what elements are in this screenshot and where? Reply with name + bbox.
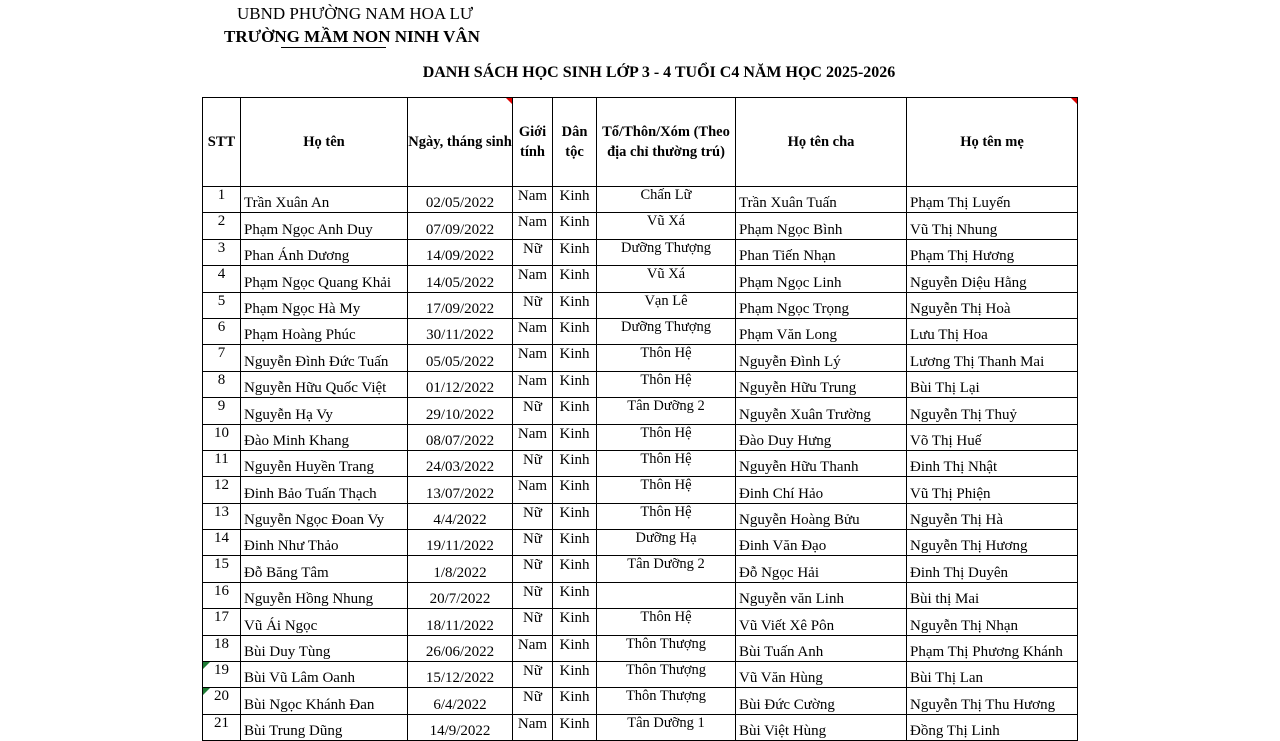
cell-birth-date[interactable]: 01/12/2022 [408, 371, 513, 397]
cell-father-name[interactable]: Nguyễn Hoàng Bửu [736, 503, 907, 529]
cell-father-name[interactable]: Phạm Ngọc Linh [736, 266, 907, 292]
table-row [203, 266, 1078, 292]
cell-stt[interactable]: 1 [203, 187, 241, 213]
cell-stt[interactable]: 17 [203, 609, 241, 635]
cell-ethnicity[interactable]: Kinh [553, 187, 597, 213]
cell-ethnicity[interactable]: Kinh [553, 318, 597, 344]
cell-student-name[interactable]: Phan Ánh Dương [241, 239, 408, 265]
cell-address[interactable]: Dưỡng Thượng [597, 318, 736, 344]
cell-student-name[interactable]: Đỗ Băng Tâm [241, 556, 408, 582]
cell-mother-name[interactable]: Nguyễn Thị Nhạn [907, 609, 1078, 635]
cell-stt[interactable]: 15 [203, 556, 241, 582]
table-row [203, 187, 1078, 213]
cell-stt[interactable]: 19 [203, 662, 241, 688]
cell-mother-name[interactable]: Nguyễn Thị Hà [907, 503, 1078, 529]
cell-stt[interactable]: 8 [203, 371, 241, 397]
cell-mother-name[interactable]: Bùi thị Mai [907, 582, 1078, 608]
cell-father-name[interactable]: Bùi Đức Cường [736, 688, 907, 714]
cell-ethnicity[interactable]: Kinh [553, 424, 597, 450]
comment-marker-icon[interactable] [1071, 98, 1077, 104]
cell-mother-name[interactable]: Lương Thị Thanh Mai [907, 345, 1078, 371]
cell-father-name[interactable]: Trần Xuân Tuấn [736, 187, 907, 213]
col-header-gioi-tinh[interactable]: Giới tính [513, 98, 553, 187]
cell-father-name[interactable]: Nguyễn Hữu Thanh [736, 450, 907, 476]
cell-birth-date[interactable]: 18/11/2022 [408, 609, 513, 635]
cell-student-name[interactable]: Đào Minh Khang [241, 424, 408, 450]
cell-gender[interactable]: Nam [513, 318, 553, 344]
table-row [203, 398, 1078, 424]
col-header-dia-chi[interactable]: Tổ/Thôn/Xóm (Theo địa chỉ thường trú) [597, 98, 736, 187]
cell-stt[interactable]: 20 [203, 688, 241, 714]
cell-mother-name[interactable]: Võ Thị Huế [907, 424, 1078, 450]
cell-mother-name[interactable]: Bùi Thị Lại [907, 371, 1078, 397]
cell-stt[interactable]: 4 [203, 266, 241, 292]
cell-ethnicity[interactable]: Kinh [553, 345, 597, 371]
cell-gender[interactable]: Nữ [513, 688, 553, 714]
cell-stt[interactable]: 10 [203, 424, 241, 450]
cell-gender[interactable]: Nam [513, 213, 553, 239]
cell-ethnicity[interactable]: Kinh [553, 609, 597, 635]
cell-mother-name[interactable]: Đồng Thị Linh [907, 714, 1078, 740]
cell-father-name[interactable]: Phạm Ngọc Trọng [736, 292, 907, 318]
cell-gender[interactable]: Nữ [513, 662, 553, 688]
cell-mother-name[interactable]: Nguyễn Thị Thu Hương [907, 688, 1078, 714]
cell-birth-date[interactable]: 1/8/2022 [408, 556, 513, 582]
cell-father-name[interactable]: Đỗ Ngọc Hải [736, 556, 907, 582]
cell-birth-date[interactable]: 30/11/2022 [408, 318, 513, 344]
document-title: DANH SÁCH HỌC SINH LỚP 3 - 4 TUỔI C4 NĂM HỌC 2025-2026 [422, 64, 896, 81]
cell-address[interactable]: Vũ Xá [597, 266, 736, 292]
cell-gender[interactable]: Nữ [513, 450, 553, 476]
cell-ethnicity[interactable]: Kinh [553, 213, 597, 239]
cell-birth-date[interactable]: 19/11/2022 [408, 530, 513, 556]
cell-address[interactable]: Chấn Lữ [597, 187, 736, 213]
table-row [203, 556, 1078, 582]
table-row [203, 371, 1078, 397]
cell-ethnicity[interactable]: Kinh [553, 398, 597, 424]
cell-student-name[interactable]: Đinh Như Thảo [241, 530, 408, 556]
cell-ethnicity[interactable]: Kinh [553, 292, 597, 318]
table-row [203, 239, 1078, 265]
cell-address[interactable]: Thôn Thượng [597, 635, 736, 661]
cell-father-name[interactable]: Vũ Văn Hùng [736, 662, 907, 688]
cell-student-name[interactable]: Phạm Ngọc Quang Khải [241, 266, 408, 292]
cell-mother-name[interactable]: Nguyễn Diệu Hằng [907, 266, 1078, 292]
cell-address[interactable]: Tân Dưỡng 2 [597, 556, 736, 582]
table-row [203, 688, 1078, 714]
cell-ethnicity[interactable]: Kinh [553, 688, 597, 714]
cell-address[interactable]: Vạn Lê [597, 292, 736, 318]
cell-birth-date[interactable]: 05/05/2022 [408, 345, 513, 371]
cell-gender[interactable]: Nữ [513, 398, 553, 424]
cell-father-name[interactable]: Nguyễn văn Linh [736, 582, 907, 608]
cell-ethnicity[interactable]: Kinh [553, 635, 597, 661]
cell-student-name[interactable]: Vũ Ái Ngọc [241, 609, 408, 635]
table-row [203, 662, 1078, 688]
cell-birth-date[interactable]: 14/9/2022 [408, 714, 513, 740]
table-row [203, 477, 1078, 503]
table-row [203, 345, 1078, 371]
cell-student-name[interactable]: Đinh Bảo Tuấn Thạch [241, 477, 408, 503]
col-header-ho-ten-me[interactable] [907, 98, 1078, 187]
cell-address[interactable]: Thôn Hệ [597, 450, 736, 476]
cell-address[interactable]: Thôn Hệ [597, 609, 736, 635]
table-row [203, 450, 1078, 476]
error-indicator-icon[interactable] [203, 662, 210, 669]
cell-mother-name[interactable]: Phạm Thị Luyến [907, 187, 1078, 213]
cell-birth-date[interactable]: 14/09/2022 [408, 239, 513, 265]
cell-stt[interactable]: 14 [203, 530, 241, 556]
cell-address[interactable]: Thôn Thượng [597, 662, 736, 688]
cell-gender[interactable]: Nam [513, 635, 553, 661]
cell-address[interactable]: Thôn Hệ [597, 503, 736, 529]
cell-stt[interactable]: 7 [203, 345, 241, 371]
cell-student-name[interactable]: Bùi Duy Tùng [241, 635, 408, 661]
cell-stt[interactable]: 21 [203, 714, 241, 740]
col-header-dan-toc[interactable]: Dân tộc [553, 98, 597, 187]
cell-student-name[interactable]: Bùi Vũ Lâm Oanh [241, 662, 408, 688]
cell-birth-date[interactable]: 07/09/2022 [408, 213, 513, 239]
cell-stt[interactable]: 16 [203, 582, 241, 608]
cell-student-name[interactable]: Bùi Ngọc Khánh Đan [241, 688, 408, 714]
cell-address[interactable]: Dưỡng Thượng [597, 239, 736, 265]
cell-student-name[interactable]: Nguyễn Ngọc Đoan Vy [241, 503, 408, 529]
cell-address[interactable]: Thôn Thượng [597, 688, 736, 714]
cell-father-name[interactable]: Bùi Tuấn Anh [736, 635, 907, 661]
cell-father-name[interactable]: Vũ Viết Xê Pôn [736, 609, 907, 635]
cell-gender[interactable]: Nữ [513, 292, 553, 318]
cell-father-name[interactable]: Phạm Ngọc Bình [736, 213, 907, 239]
comment-marker-icon[interactable] [506, 98, 512, 104]
school-name-heading: TRƯỜNG MẦM NON NINH VÂN [224, 27, 480, 46]
cell-mother-name[interactable]: Lưu Thị Hoa [907, 318, 1078, 344]
cell-student-name[interactable]: Nguyễn Hữu Quốc Việt [241, 371, 408, 397]
cell-birth-date[interactable]: 15/12/2022 [408, 662, 513, 688]
cell-stt[interactable]: 9 [203, 398, 241, 424]
cell-ethnicity[interactable]: Kinh [553, 556, 597, 582]
cell-ethnicity[interactable]: Kinh [553, 662, 597, 688]
cell-ethnicity[interactable]: Kinh [553, 503, 597, 529]
cell-student-name[interactable]: Phạm Ngọc Anh Duy [241, 213, 408, 239]
cell-address[interactable]: Vũ Xá [597, 213, 736, 239]
cell-address[interactable] [597, 582, 736, 608]
cell-stt[interactable]: 2 [203, 213, 241, 239]
cell-gender[interactable]: Nam [513, 477, 553, 503]
table-row [203, 714, 1078, 740]
cell-student-name[interactable]: Bùi Trung Dũng [241, 714, 408, 740]
cell-gender[interactable]: Nữ [513, 503, 553, 529]
cell-birth-date[interactable]: 08/07/2022 [408, 424, 513, 450]
cell-mother-name[interactable]: Đinh Thị Duyên [907, 556, 1078, 582]
cell-father-name[interactable]: Đinh Chí Hảo [736, 477, 907, 503]
cell-address[interactable]: Thôn Hệ [597, 345, 736, 371]
cell-stt[interactable]: 5 [203, 292, 241, 318]
table-row [203, 318, 1078, 344]
cell-gender[interactable]: Nữ [513, 609, 553, 635]
cell-stt[interactable]: 11 [203, 450, 241, 476]
cell-gender[interactable]: Nam [513, 345, 553, 371]
cell-address[interactable]: Dưỡng Hạ [597, 530, 736, 556]
cell-mother-name[interactable]: Bùi Thị Lan [907, 662, 1078, 688]
cell-student-name[interactable]: Nguyễn Hạ Vy [241, 398, 408, 424]
col-header-ho-ten[interactable]: Họ tên [241, 98, 408, 187]
cell-student-name[interactable]: Nguyễn Hồng Nhung [241, 582, 408, 608]
cell-father-name[interactable]: Phạm Văn Long [736, 318, 907, 344]
cell-stt[interactable]: 13 [203, 503, 241, 529]
cell-mother-name[interactable]: Vũ Thị Phiện [907, 477, 1078, 503]
cell-gender[interactable]: Nữ [513, 582, 553, 608]
cell-father-name[interactable]: Đào Duy Hưng [736, 424, 907, 450]
cell-stt[interactable]: 18 [203, 635, 241, 661]
cell-father-name[interactable]: Phan Tiến Nhạn [736, 239, 907, 265]
cell-birth-date[interactable]: 29/10/2022 [408, 398, 513, 424]
cell-birth-date[interactable]: 4/4/2022 [408, 503, 513, 529]
cell-address[interactable]: Tân Dưỡng 1 [597, 714, 736, 740]
cell-stt[interactable]: 12 [203, 477, 241, 503]
table-row [203, 503, 1078, 529]
cell-birth-date[interactable]: 14/05/2022 [408, 266, 513, 292]
table-row [203, 213, 1078, 239]
cell-birth-date[interactable]: 26/06/2022 [408, 635, 513, 661]
cell-address[interactable]: Thôn Hệ [597, 371, 736, 397]
table-row [203, 582, 1078, 608]
cell-stt[interactable]: 6 [203, 318, 241, 344]
cell-ethnicity[interactable]: Kinh [553, 239, 597, 265]
cell-address[interactable]: Thôn Hệ [597, 424, 736, 450]
cell-ethnicity[interactable]: Kinh [553, 450, 597, 476]
cell-gender[interactable]: Nam [513, 266, 553, 292]
cell-student-name[interactable]: Nguyễn Huyền Trang [241, 450, 408, 476]
cell-student-name[interactable]: Nguyễn Đình Đức Tuấn [241, 345, 408, 371]
cell-stt[interactable]: 3 [203, 239, 241, 265]
cell-ethnicity[interactable]: Kinh [553, 477, 597, 503]
cell-father-name[interactable]: Nguyễn Hữu Trung [736, 371, 907, 397]
cell-birth-date[interactable]: 24/03/2022 [408, 450, 513, 476]
col-header-stt[interactable]: STT [203, 98, 241, 187]
cell-ethnicity[interactable]: Kinh [553, 266, 597, 292]
cell-mother-name[interactable]: Phạm Thị Hương [907, 239, 1078, 265]
cell-ethnicity[interactable]: Kinh [553, 582, 597, 608]
cell-gender[interactable]: Nam [513, 714, 553, 740]
cell-address[interactable]: Tân Dưỡng 2 [597, 398, 736, 424]
cell-mother-name[interactable]: Vũ Thị Nhung [907, 213, 1078, 239]
table-row [203, 609, 1078, 635]
table-row [203, 635, 1078, 661]
school-name-underline [281, 47, 386, 48]
cell-gender[interactable]: Nữ [513, 530, 553, 556]
cell-father-name[interactable]: Đinh Văn Đạo [736, 530, 907, 556]
table-row [203, 292, 1078, 318]
cell-birth-date[interactable]: 02/05/2022 [408, 187, 513, 213]
cell-father-name[interactable]: Nguyễn Đình Lý [736, 345, 907, 371]
cell-address[interactable]: Thôn Hệ [597, 477, 736, 503]
cell-father-name[interactable]: Nguyễn Xuân Trường [736, 398, 907, 424]
col-header-ngay-sinh-label: Ngày, tháng sinh [408, 134, 512, 150]
cell-mother-name[interactable]: Nguyễn Thị Hoà [907, 292, 1078, 318]
cell-mother-name[interactable]: Nguyễn Thị Thuỷ [907, 398, 1078, 424]
authority-heading: UBND PHƯỜNG NAM HOA LƯ [237, 4, 474, 23]
cell-birth-date[interactable]: 17/09/2022 [408, 292, 513, 318]
col-header-ho-ten-me-label: Họ tên mẹ [960, 134, 1024, 150]
header-row [203, 98, 1078, 187]
cell-father-name[interactable]: Bùi Việt Hùng [736, 714, 907, 740]
cell-student-name[interactable]: Trần Xuân An [241, 187, 408, 213]
cell-birth-date[interactable]: 6/4/2022 [408, 688, 513, 714]
cell-gender[interactable]: Nam [513, 187, 553, 213]
cell-student-name[interactable]: Phạm Hoàng Phúc [241, 318, 408, 344]
cell-birth-date[interactable]: 20/7/2022 [408, 582, 513, 608]
cell-mother-name[interactable]: Phạm Thị Phương Khánh [907, 635, 1078, 661]
cell-ethnicity[interactable]: Kinh [553, 371, 597, 397]
cell-gender[interactable]: Nam [513, 424, 553, 450]
cell-student-name[interactable]: Phạm Ngọc Hà My [241, 292, 408, 318]
table-row [203, 530, 1078, 556]
col-header-ngay-sinh[interactable] [408, 98, 513, 187]
cell-gender[interactable]: Nam [513, 371, 553, 397]
col-header-ho-ten-cha[interactable]: Họ tên cha [736, 98, 907, 187]
student-list-table [202, 97, 1078, 741]
cell-birth-date[interactable]: 13/07/2022 [408, 477, 513, 503]
cell-ethnicity[interactable]: Kinh [553, 714, 597, 740]
cell-mother-name[interactable]: Nguyễn Thị Hương [907, 530, 1078, 556]
cell-mother-name[interactable]: Đinh Thị Nhật [907, 450, 1078, 476]
cell-ethnicity[interactable]: Kinh [553, 530, 597, 556]
cell-gender[interactable]: Nữ [513, 239, 553, 265]
cell-gender[interactable]: Nữ [513, 556, 553, 582]
table-row [203, 424, 1078, 450]
error-indicator-icon[interactable] [203, 688, 210, 695]
